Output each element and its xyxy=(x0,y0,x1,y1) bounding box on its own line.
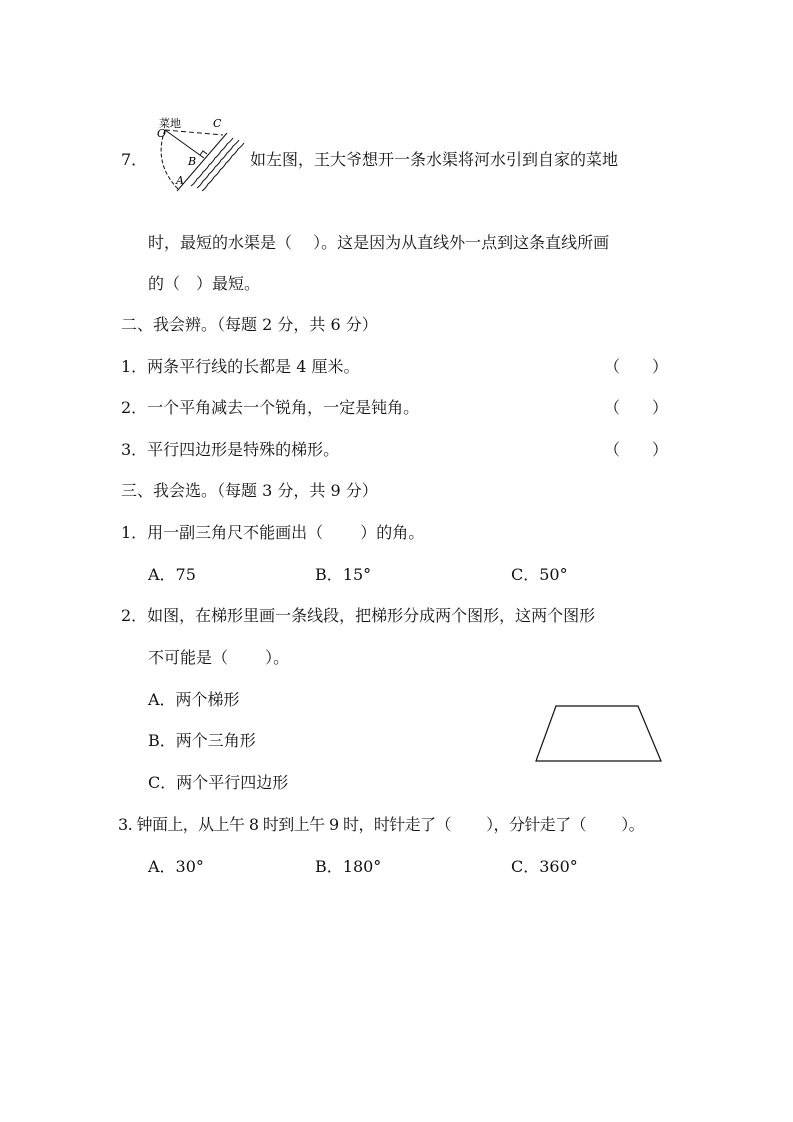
point-o-label: O xyxy=(157,127,167,140)
section3-q3: 3. 钟面上，从上午 8 时到上午 9 时，时针走了（ ），分针走了（ ）。 xyxy=(118,815,645,834)
q7-text-line3: 的（ ）最短。 xyxy=(148,274,261,293)
section3-q3-option-b[interactable]: B．180° xyxy=(315,857,382,876)
section3-q1-option-c[interactable]: C．50° xyxy=(511,565,568,584)
section3-q2-option-b[interactable]: B．两个三角形 xyxy=(148,731,256,750)
point-a-label: A xyxy=(176,174,184,187)
section3-q2-line2: 不可能是（ ）。 xyxy=(148,648,290,667)
section3-q1: 1．用一副三角尺不能画出（ ）的角。 xyxy=(121,523,425,542)
section3-q2-line1: 2．如图，在梯形里画一条线段，把梯形分成两个图形，这两个图形 xyxy=(121,606,596,625)
point-c-label: C xyxy=(213,117,222,130)
section3-q2-option-c[interactable]: C．两个平行四边形 xyxy=(148,773,289,792)
section2-heading: 二、我会辨。（每题 2 分，共 6 分） xyxy=(121,315,378,334)
section3-heading: 三、我会选。（每题 3 分，共 9 分） xyxy=(121,481,378,500)
field-label: 菜地 xyxy=(159,117,181,130)
q7-text-line2: 时，最短的水渠是（ ）。这是因为从直线外一点到这条直线所画 xyxy=(148,233,610,252)
section3-q2-option-a[interactable]: A．两个梯形 xyxy=(148,690,240,709)
section2-item-1: 1．两条平行线的长都是 4 厘米。 xyxy=(121,357,360,376)
point-b-label: B xyxy=(188,155,197,168)
section3-q3-option-a[interactable]: A．30° xyxy=(148,857,204,876)
section2-item-3: 3．平行四边形是特殊的梯形。 xyxy=(121,440,340,459)
section2-item-2-answer-blank[interactable]: （ ） xyxy=(604,398,669,417)
section3-q1-option-a[interactable]: A．75 xyxy=(148,565,196,584)
q7-number: 7． xyxy=(121,150,148,169)
q7-text-line1: 如左图，王大爷想开一条水渠将河水引到自家的菜地 xyxy=(250,150,619,169)
section2-item-2: 2．一个平角减去一个锐角，一定是钝角。 xyxy=(121,398,420,417)
section2-item-3-answer-blank[interactable]: （ ） xyxy=(604,440,669,459)
section3-q1-option-b[interactable]: B．15° xyxy=(315,565,372,584)
section2-item-1-answer-blank[interactable]: （ ） xyxy=(604,357,669,376)
section3-q3-option-c[interactable]: C．360° xyxy=(511,857,578,876)
